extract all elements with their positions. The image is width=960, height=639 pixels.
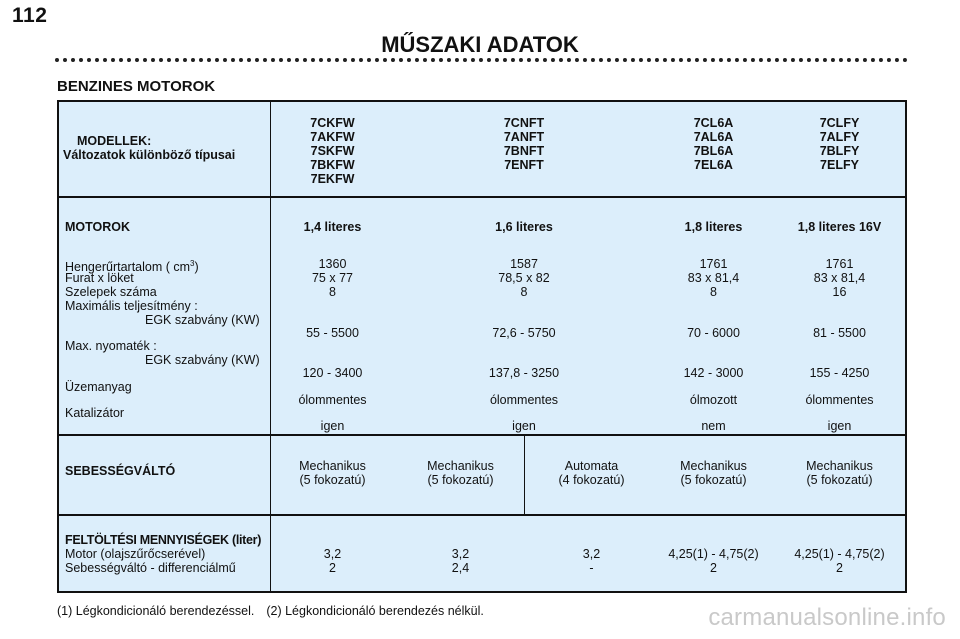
engine-label: MOTOROK (65, 220, 131, 234)
model-codes-col1: 7CKFW 7AKFW 7SKFW 7BKFW 7EKFW (310, 116, 355, 186)
dotted-divider (55, 58, 908, 62)
footnote-1: (1) Légkondicionáló berendezéssel. (57, 604, 255, 618)
model-codes-col3: 7CL6A 7AL6A 7BL6A 7EL6A (693, 116, 734, 172)
row-divider-header (59, 196, 905, 198)
fuel-label: Üzemanyag (65, 380, 132, 394)
valves-label: Szelepek száma (65, 285, 157, 299)
model-codes-col4: 7CLFY 7ALFY 7BLFY 7ELFY (819, 116, 860, 172)
gearbox-cell: Automata (4 fokozatú) (558, 459, 625, 487)
row-divider-gearbox (59, 514, 905, 516)
gearbox-label: SEBESSÉGVÁLTÓ (65, 464, 176, 478)
gearbox-cell: Mechanikus (5 fokozatú) (427, 459, 494, 487)
max-torque-label: Max. nyomaték : (65, 339, 157, 353)
displacement-label: Hengerűrtartalom ( $cm^3$) (65, 259, 199, 275)
engine-column: 1,6 literes 1587 78,5 x 82 8 72,6 - 5750 137,8 - 3250 ólommentes igen (488, 220, 560, 433)
bore-stroke-label: Furat x löket (65, 271, 134, 285)
capacity-cell: 4,25(1) - 4,75(2) 2 (794, 547, 885, 575)
watermark: carmanualsonline.info (708, 604, 946, 631)
engine-column: 1,8 literes 1761 83 x 81,4 8 70 - 6000 142 - 3000 ólmozott nem (683, 220, 744, 433)
row-divider-engine (59, 434, 905, 436)
footnotes (57, 604, 484, 618)
capacity-cell: 4,25(1) - 4,75(2) 2 (668, 547, 759, 575)
gearbox-cell: Mechanikus (5 fokozatú) (680, 459, 747, 487)
gearbox-cell: Mechanikus (5 fokozatú) (299, 459, 366, 487)
header-label-models: MODELLEK: (77, 134, 152, 148)
spec-table (57, 100, 907, 593)
catalyst-label: Katalizátor (65, 406, 125, 420)
engine-column: 1,8 literes 16V 1761 83 x 81,4 16 81 - 5500 155 - 4250 ólommentes igen (797, 220, 882, 433)
section-title: BENZINES MOTOROK (57, 78, 216, 95)
torque-standard-label: EGK szabvány (KW) (145, 353, 260, 367)
power-standard-label: EGK szabvány (KW) (145, 313, 260, 327)
capacity-cell: 3,2 2 (323, 547, 342, 575)
capacity-cell: 3,2 2,4 (451, 547, 470, 575)
gearbox-cell: Mechanikus (5 fokozatú) (806, 459, 873, 487)
engine-column: 1,4 literes 1360 75 x 77 8 55 - 5500 120 - 3400 ólommentes igen (298, 220, 367, 433)
page-title: MŰSZAKI ADATOK (381, 32, 579, 57)
footnote-2: (2) Légkondicionáló berendezés nélkül. (266, 604, 484, 618)
header-label-variants: Változatok különböző típusai (63, 148, 236, 162)
page-number: 112 (12, 4, 48, 27)
max-power-label: Maximális teljesítmény : (65, 299, 198, 313)
capacities-block: FELTÖLTÉSI MENNYISÉGEK (liter) Motor (olajszűrőcserével) Sebességváltó - differenciálmű (65, 533, 262, 575)
model-codes-col2: 7CNFT 7ANFT 7BNFT 7ENFT (503, 116, 545, 172)
capacity-cell: 3,2 - (582, 547, 601, 575)
col-divider-gear (524, 434, 525, 514)
